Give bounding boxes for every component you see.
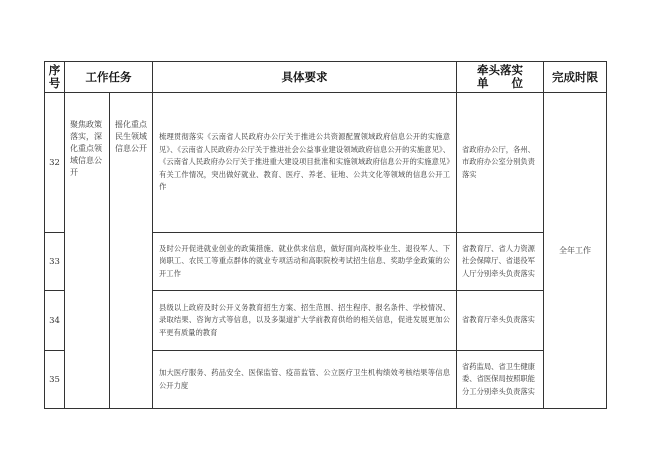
requirement-cell: 及时公开促进就业创业的政策措施、就业供求信息，做好面向高校毕业生、退役军人、下岗职工、农民工等重点群体的就业专项活动和高职院校考试招生信息、奖助学金政策的公开工作 [153, 233, 457, 291]
header-owner-line1: 牵头落实 [477, 63, 523, 77]
owner-cell: 省教育厅、省人力资源社会保障厅、省退役军人厅分别牵头负责落实 [457, 233, 544, 291]
table-row [45, 93, 607, 233]
table-header-row [45, 62, 607, 93]
header-owner [457, 62, 544, 93]
owner-cell: 省教育厅牵头负责落实 [457, 291, 544, 351]
row-number: 34 [45, 291, 65, 351]
owner-cell: 省药监局、省卫生健康委、省医保局按照职能分工分别牵头负责落实 [457, 351, 544, 409]
deadline-cell: 全年工作 [544, 93, 607, 409]
task-primary-cell: 聚焦政策落实，深化重点领域信息公开 [65, 93, 110, 409]
header-requirement: 具体要求 [153, 62, 457, 93]
requirement-cell: 县级以上政府及时公开义务教育招生方案、招生范围、招生程序、报名条件、学校情况、录取结果、咨询方式等信息，以及多渠道扩大学前教育供给的相关信息，促进发展更加公平更有质量的教育 [153, 291, 457, 351]
header-seq-line2: 号 [48, 76, 61, 90]
row-number: 32 [45, 93, 65, 233]
row-number: 35 [45, 351, 65, 409]
requirement-cell: 加大医疗服务、药品安全、医保监管、疫苗监管、公立医疗卫生机构绩效考核结果等信息公开力度 [153, 351, 457, 409]
header-deadline: 完成时限 [544, 62, 607, 93]
work-task-table [44, 61, 607, 409]
header-owner-line2: 单 位 [477, 76, 523, 90]
task-secondary-cell: 摇化重点民生领域信息公开 [110, 93, 153, 409]
row-number: 33 [45, 233, 65, 291]
header-seq [45, 62, 65, 93]
requirement-cell: 梳理贯彻落实《云南省人民政府办公厅关于推进公共资源配置领域政府信息公开的实施意见》、《云南省人民政府办公厅关于推进社会公益事业建设领域政府信息公开的实施意见》、《云南省人民政府办公厅关于推进重大建设项目批准和实施领域政府信息公开的实施意见》有关工作情况，突出做好就业、教育、医疗、养老、征地、公共文化等领域的信息公开工作 [153, 93, 457, 233]
header-seq-line1: 序 [48, 63, 61, 77]
owner-cell: 省政府办公厅，各州、市政府办公室分别负责落实 [457, 93, 544, 233]
header-task: 工作任务 [65, 62, 153, 93]
